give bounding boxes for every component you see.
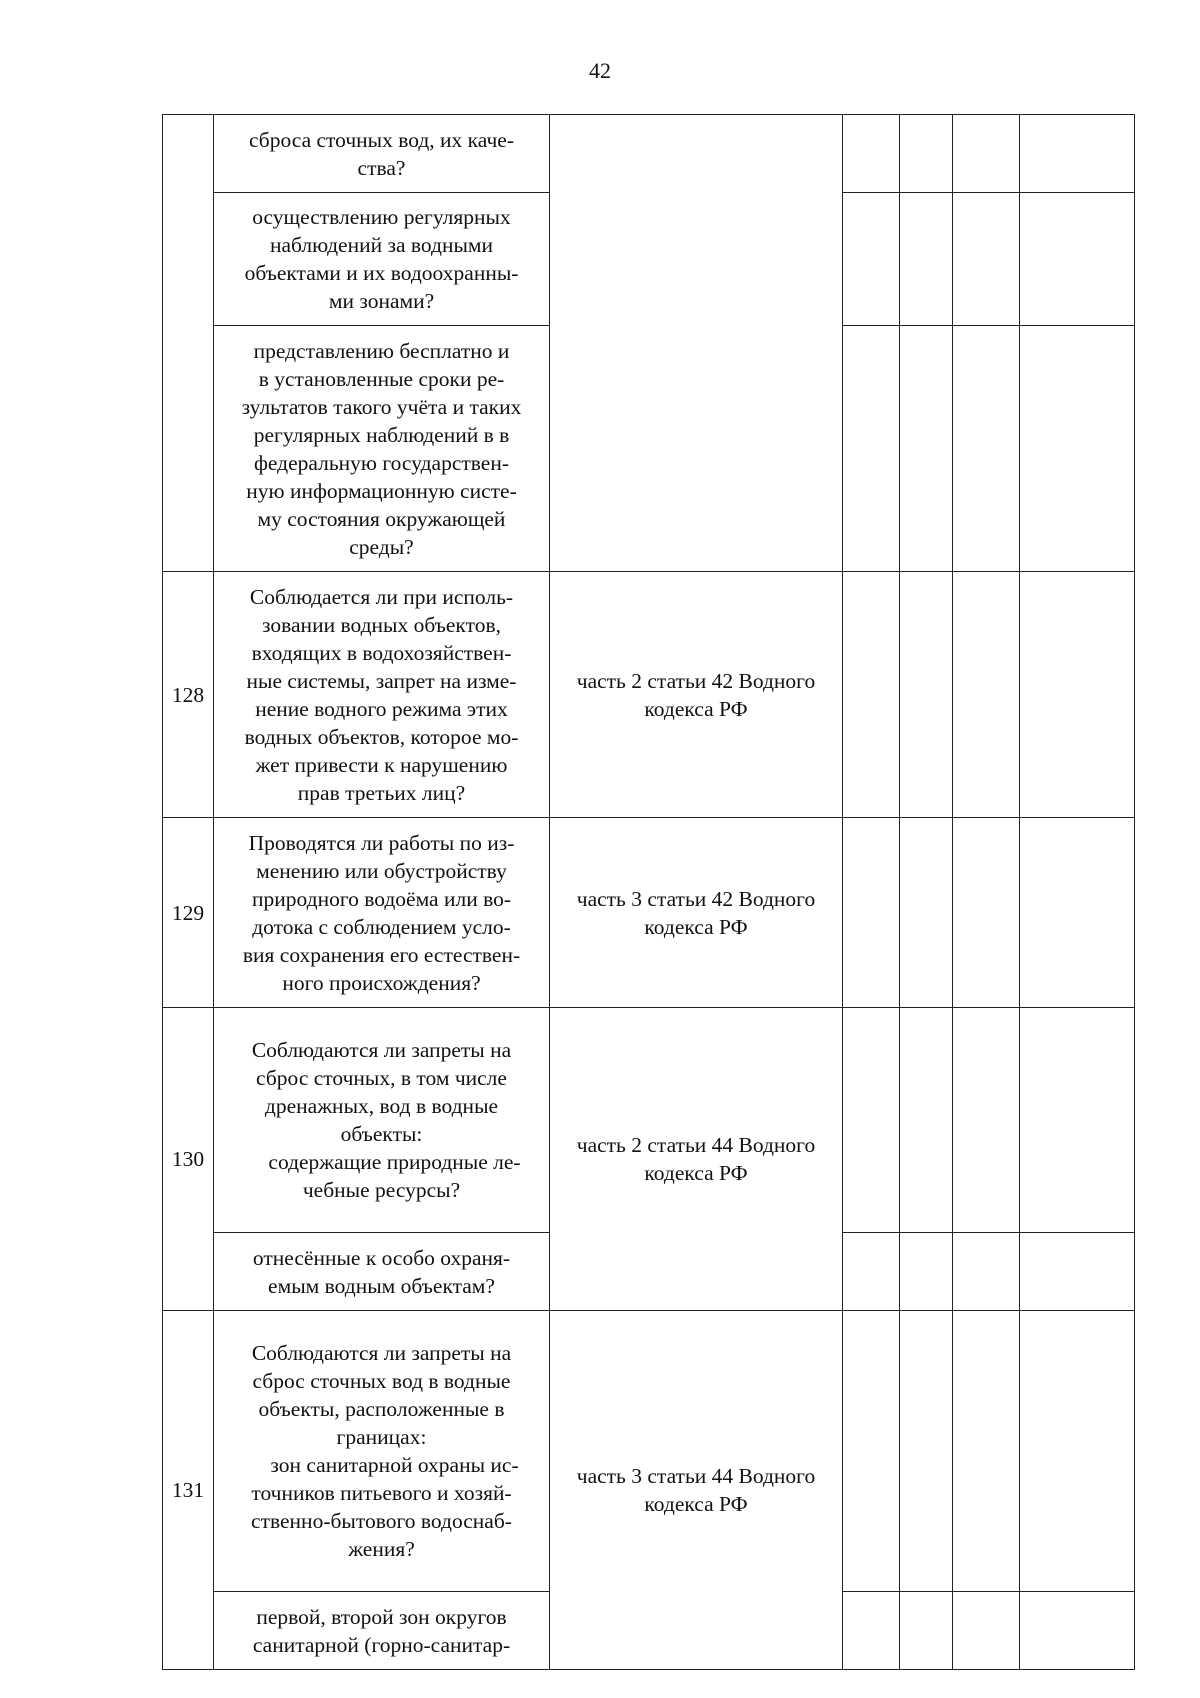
check-cell bbox=[953, 1233, 1020, 1311]
question-cell: сброса сточных вод, их каче- ства? bbox=[214, 115, 550, 193]
question-cell: отнесённые к особо охраня- емым водным объектам? bbox=[214, 1233, 550, 1311]
check-cell bbox=[843, 818, 900, 1008]
check-cell bbox=[900, 572, 953, 818]
sub-question: содержащие природные ле- чебные ресурсы? bbox=[268, 1150, 521, 1202]
question-cell: Проводятся ли работы по из- менению или обустройству природного водоёма или во- дотока с соблюдением усло- вия сохранения его естествен- ного происхождения? bbox=[214, 818, 550, 1008]
check-cell bbox=[843, 193, 900, 326]
check-cell bbox=[900, 326, 953, 572]
check-cell bbox=[1020, 115, 1135, 193]
row-number-cell: 130 bbox=[163, 1008, 214, 1311]
check-cell bbox=[843, 1008, 900, 1233]
reference-cell: часть 3 статьи 44 Водного кодекса РФ bbox=[550, 1311, 843, 1670]
check-cell bbox=[843, 326, 900, 572]
check-cell bbox=[900, 115, 953, 193]
check-cell bbox=[900, 1311, 953, 1592]
question-cell: осуществлению регулярных наблюдений за водными объектами и их водоохранны- ми зонами? bbox=[214, 193, 550, 326]
table-row bbox=[163, 1311, 1135, 1592]
row-number-cell bbox=[163, 115, 214, 572]
question-cell: представлению бесплатно и в установленные сроки ре- зультатов такого учёта и таких регулярных наблюдений в в федеральную государствен- ную информационную систе- му состояния окружающей среды? bbox=[214, 326, 550, 572]
check-cell bbox=[1020, 1233, 1135, 1311]
question-intro: Соблюдаются ли запреты на сброс сточных вод в водные объекты, расположенные в границах: bbox=[251, 1341, 512, 1449]
check-cell bbox=[953, 193, 1020, 326]
check-cell bbox=[900, 1008, 953, 1233]
check-cell bbox=[953, 115, 1020, 193]
check-cell bbox=[843, 1592, 900, 1670]
sub-question: зон санитарной охраны ис- точников питьевого и хозяй- ственно-бытового водоснаб- жения? bbox=[251, 1453, 519, 1561]
check-cell bbox=[953, 818, 1020, 1008]
question-intro: Соблюдаются ли запреты на сброс сточных, в том числе дренажных, вод в водные объекты: bbox=[251, 1038, 512, 1146]
reference-cell: часть 3 статьи 42 Водного кодекса РФ bbox=[550, 818, 843, 1008]
reference-cell: часть 2 статьи 44 Водного кодекса РФ bbox=[550, 1008, 843, 1311]
check-cell bbox=[843, 1233, 900, 1311]
question-cell bbox=[214, 1008, 550, 1233]
row-number-cell: 129 bbox=[163, 818, 214, 1008]
reference-cell: часть 2 статьи 42 Водного кодекса РФ bbox=[550, 572, 843, 818]
check-cell bbox=[900, 193, 953, 326]
page-number: 42 bbox=[589, 58, 611, 83]
check-cell bbox=[900, 1592, 953, 1670]
check-cell bbox=[953, 1008, 1020, 1233]
question-cell bbox=[214, 1311, 550, 1592]
check-cell bbox=[1020, 193, 1135, 326]
reference-cell bbox=[550, 115, 843, 572]
check-cell bbox=[1020, 326, 1135, 572]
table-row bbox=[163, 115, 1135, 193]
check-cell bbox=[1020, 1008, 1135, 1233]
row-number-cell: 128 bbox=[163, 572, 214, 818]
table-row bbox=[163, 572, 1135, 818]
check-cell bbox=[843, 572, 900, 818]
check-cell bbox=[900, 1233, 953, 1311]
check-cell bbox=[1020, 818, 1135, 1008]
question-cell: первой, второй зон округов санитарной (горно-санитар- bbox=[214, 1592, 550, 1670]
question-cell: Соблюдается ли при исполь- зовании водных объектов, входящих в водохозяйствен- ные системы, запрет на изме- нение водного режима этих водных объектов, которое мо- жет привести к нарушению прав третьих лиц? bbox=[214, 572, 550, 818]
check-cell bbox=[953, 1592, 1020, 1670]
checklist-table bbox=[162, 114, 1135, 1670]
check-cell bbox=[900, 818, 953, 1008]
row-number-cell: 131 bbox=[163, 1311, 214, 1670]
check-cell bbox=[953, 572, 1020, 818]
check-cell bbox=[1020, 1592, 1135, 1670]
check-cell bbox=[953, 1311, 1020, 1592]
check-cell bbox=[1020, 1311, 1135, 1592]
table-row bbox=[163, 1008, 1135, 1233]
check-cell bbox=[843, 115, 900, 193]
check-cell bbox=[1020, 572, 1135, 818]
check-cell bbox=[953, 326, 1020, 572]
table-row bbox=[163, 818, 1135, 1008]
check-cell bbox=[843, 1311, 900, 1592]
